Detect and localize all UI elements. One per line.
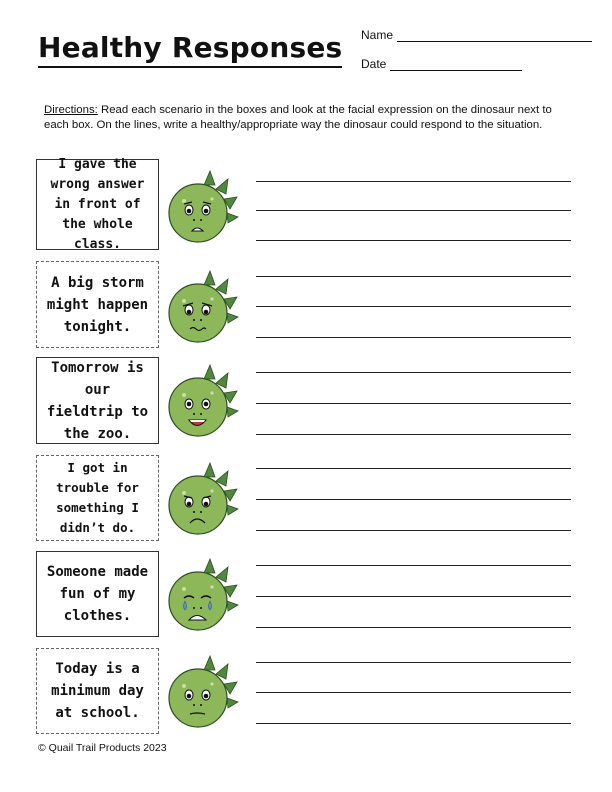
response-line[interactable] xyxy=(256,530,571,531)
date-line[interactable] xyxy=(390,58,522,71)
copyright-footer: © Quail Trail Products 2023 xyxy=(38,742,167,754)
page-title: Healthy Responses xyxy=(38,30,342,68)
dino-sad-icon xyxy=(164,459,240,539)
response-line[interactable] xyxy=(256,662,571,663)
response-line[interactable] xyxy=(256,499,571,500)
dino-neutral-icon xyxy=(164,652,240,732)
scenario-text-6: Today is a minimum day at school. xyxy=(51,661,144,721)
directions xyxy=(44,103,572,133)
scenario-box-5 xyxy=(36,551,159,637)
name-line[interactable] xyxy=(397,29,592,42)
dino-crying-icon xyxy=(164,555,240,635)
response-line[interactable] xyxy=(256,468,571,469)
response-line[interactable] xyxy=(256,692,571,693)
scenario-box-6 xyxy=(36,648,159,734)
response-line[interactable] xyxy=(256,403,571,404)
response-line[interactable] xyxy=(256,337,571,338)
dino-worried-icon xyxy=(164,167,240,247)
response-line[interactable] xyxy=(256,372,571,373)
scenario-text-1: I gave the wrong answer in front of the whole class. xyxy=(50,156,145,252)
directions-lead: Directions: xyxy=(44,104,98,116)
response-line[interactable] xyxy=(256,565,571,566)
scenario-box-4 xyxy=(36,455,159,541)
response-line[interactable] xyxy=(256,240,571,241)
response-line[interactable] xyxy=(256,723,571,724)
scenario-text-5: Someone made fun of my clothes. xyxy=(46,564,149,624)
directions-text: Read each scenario in the boxes and look at the facial expression on the dinosaur next to each box. On the lines, write a healthy/appropriate way the dinosaur could respond to the situation. xyxy=(44,104,552,131)
dino-anxious-icon xyxy=(164,267,240,347)
response-line[interactable] xyxy=(256,627,571,628)
name-label: Name xyxy=(361,28,394,42)
scenario-box-1 xyxy=(36,156,159,252)
scenario-box-2 xyxy=(36,261,159,348)
response-line[interactable] xyxy=(256,434,571,435)
scenario-text-2: A big storm might happen tonight. xyxy=(46,274,149,335)
name-field[interactable] xyxy=(361,28,592,42)
date-label: Date xyxy=(361,57,387,71)
response-line[interactable] xyxy=(256,306,571,307)
scenario-text-3: Tomorrow is our fieldtrip to the zoo. xyxy=(46,359,149,442)
response-line[interactable] xyxy=(256,181,571,182)
scenario-box-3 xyxy=(36,357,159,444)
scenario-text-4: I got in trouble for something I didn’t do. xyxy=(56,460,139,535)
response-line[interactable] xyxy=(256,210,571,211)
response-line[interactable] xyxy=(256,596,571,597)
dino-happy-icon xyxy=(164,361,240,441)
response-line[interactable] xyxy=(256,276,571,277)
date-field[interactable] xyxy=(361,57,522,71)
